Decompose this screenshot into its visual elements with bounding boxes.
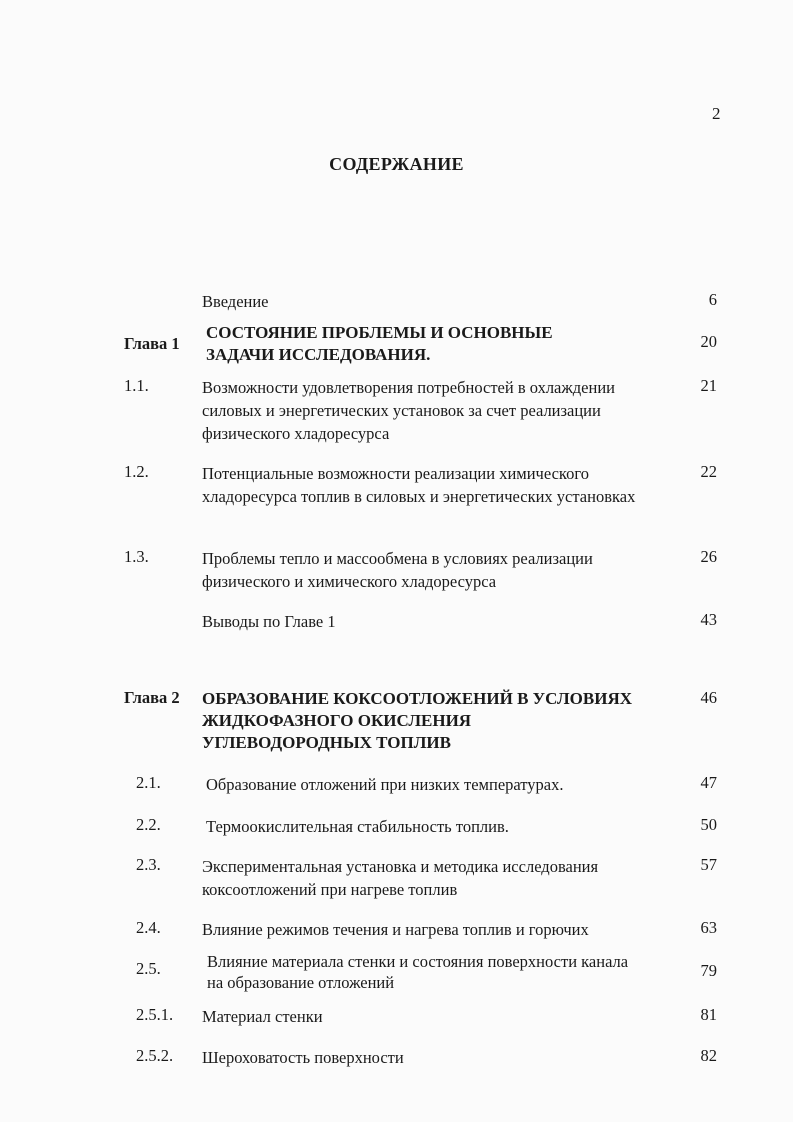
toc-entry-text: Проблемы тепло и массообмена в условиях реализации физического и химического хладоресурса <box>202 549 593 591</box>
toc-entry-page: 22 <box>700 462 717 481</box>
toc-entry-page: 63 <box>700 918 717 937</box>
toc-entry-page: 57 <box>700 855 717 874</box>
toc-entry-page: 26 <box>700 547 717 566</box>
toc-entry-page: 6 <box>708 290 717 309</box>
toc-entry-text: Введение <box>202 292 269 311</box>
toc-entry-text: Материал стенки <box>202 1007 323 1026</box>
toc-entry-text: Шероховатость поверхности <box>202 1048 404 1067</box>
toc-entry-page: 21 <box>700 376 717 395</box>
toc-entry-text: Потенциальные возможности реализации химического хладоресурса топлив в силовых и энергетических установках <box>202 464 636 506</box>
toc-chapter-label: Глава 1 <box>124 334 180 353</box>
toc-entry-page: 81 <box>700 1005 717 1024</box>
toc-entry-label: 1.1. <box>124 376 149 395</box>
toc-chapter-text: СОСТОЯНИЕ ПРОБЛЕМЫ И ОСНОВНЫЕ ЗАДАЧИ ИССЛЕДОВАНИЯ. <box>206 323 553 364</box>
toc-entry-label: 1.2. <box>124 462 149 481</box>
toc-entry-label: 2.5. <box>136 959 161 978</box>
toc-entry-page: 82 <box>700 1046 717 1065</box>
toc-entry-label: 2.3. <box>136 855 161 874</box>
toc-entry-label: 2.1. <box>136 773 161 792</box>
toc-entry-page: 47 <box>700 773 717 792</box>
toc-entry-label: 2.2. <box>136 815 161 834</box>
toc-entry-label: 2.5.1. <box>136 1005 174 1024</box>
toc-entry-label: 2.4. <box>136 918 161 937</box>
toc-entry-page: 46 <box>700 688 717 707</box>
toc-entry-page: 79 <box>700 961 717 980</box>
toc-entry-text: Образование отложений при низких температурах. <box>206 775 564 794</box>
toc-entry-text: Влияние режимов течения и нагрева топлив и горючих <box>202 920 589 939</box>
toc-entry-text: Влияние материала стенки и состояния поверхности канала на образование отложений <box>207 952 629 992</box>
toc-chapter-label: Глава 2 <box>124 688 180 707</box>
page-number: 2 <box>712 104 721 123</box>
toc-entry-page: 20 <box>700 332 717 351</box>
toc-entry-text: Термоокислительная стабильность топлив. <box>206 817 509 836</box>
toc-entry-page: 50 <box>700 815 717 834</box>
toc-entry-label: 1.3. <box>124 547 149 566</box>
toc-entry-label: 2.5.2. <box>136 1046 174 1065</box>
toc-chapter-text: ОБРАЗОВАНИЕ КОКСООТЛОЖЕНИЙ В УСЛОВИЯХ ЖИДКОФАЗНОГО ОКИСЛЕНИЯ УГЛЕВОДОРОДНЫХ ТОПЛИВ <box>202 689 633 752</box>
toc-entry-text: Возможности удовлетворения потребностей в охлаждении силовых и энергетических установок за счет реализации физического хладоресурса <box>202 378 615 443</box>
page-title: СОДЕРЖАНИЕ <box>329 154 464 174</box>
toc-entry-text: Выводы по Главе 1 <box>202 612 336 631</box>
toc-entry-text: Экспериментальная установка и методика исследования коксоотложений при нагреве топлив <box>202 857 599 899</box>
toc-entry-page: 43 <box>700 610 717 629</box>
